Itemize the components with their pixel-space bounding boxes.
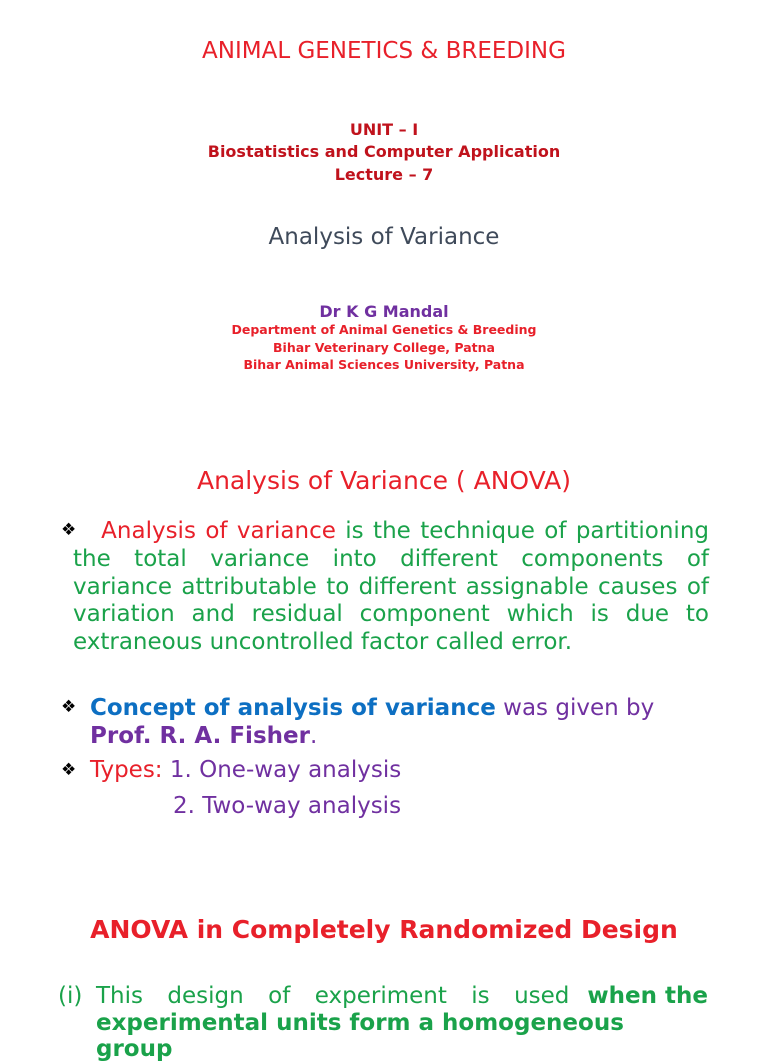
diamond-bullet-icon: ❖ [61, 520, 77, 540]
types-item-1: 1. One-way analysis [169, 757, 402, 783]
anova-concept [90, 694, 712, 750]
diamond-bullet-icon: ❖ [61, 760, 77, 780]
slide1-affiliation [0, 321, 768, 374]
crd-point-plain: This design of experiment is used [96, 983, 570, 1009]
concept-end: . [309, 723, 318, 749]
anova-definition-text: is the technique of partitioning the total variance into different components of variance attributable to different assignable causes of variation and residual component which is due to extraneous uncontrolled factor called error. [73, 518, 709, 656]
slide1-subject: Biostatistics and Computer Application [207, 142, 561, 161]
slide1-topic: Analysis of Variance [268, 224, 500, 250]
types-item-2: 2. Two-way analysis [173, 793, 402, 819]
slide1-unit: UNIT – I [349, 120, 419, 139]
slide1-lecture: Lecture – 7 [334, 165, 434, 184]
concept-term: Concept of analysis of variance [90, 695, 496, 721]
slide1-title: ANIMAL GENETICS & BREEDING [202, 38, 566, 64]
slide1-college: Bihar Veterinary College, Patna [273, 339, 495, 355]
concept-mid: was given by [495, 695, 655, 721]
anova-term: Analysis of variance [101, 518, 336, 544]
slide3-title: ANOVA in Completely Randomized Design [90, 915, 678, 944]
anova-types [90, 757, 690, 785]
slide1-department: Department of Animal Genetics & Breeding [231, 322, 537, 337]
anova-definition [73, 518, 709, 657]
crd-point-label: (i) [58, 983, 83, 1009]
diamond-bullet-icon: ❖ [61, 697, 77, 717]
slide1-author: Dr K G Mandal [319, 302, 449, 321]
types-label: Types: [90, 757, 170, 783]
crd-point-bold: when the [587, 983, 708, 1009]
crd-point-text [96, 983, 708, 1011]
slide2-title: Analysis of Variance ( ANOVA) [196, 466, 572, 495]
concept-author: Prof. R. A. Fisher [90, 723, 310, 749]
crd-point-continuation: experimental units form a homogeneous group [96, 1010, 624, 1062]
slide1-university: Bihar Animal Sciences University, Patna [243, 357, 525, 372]
